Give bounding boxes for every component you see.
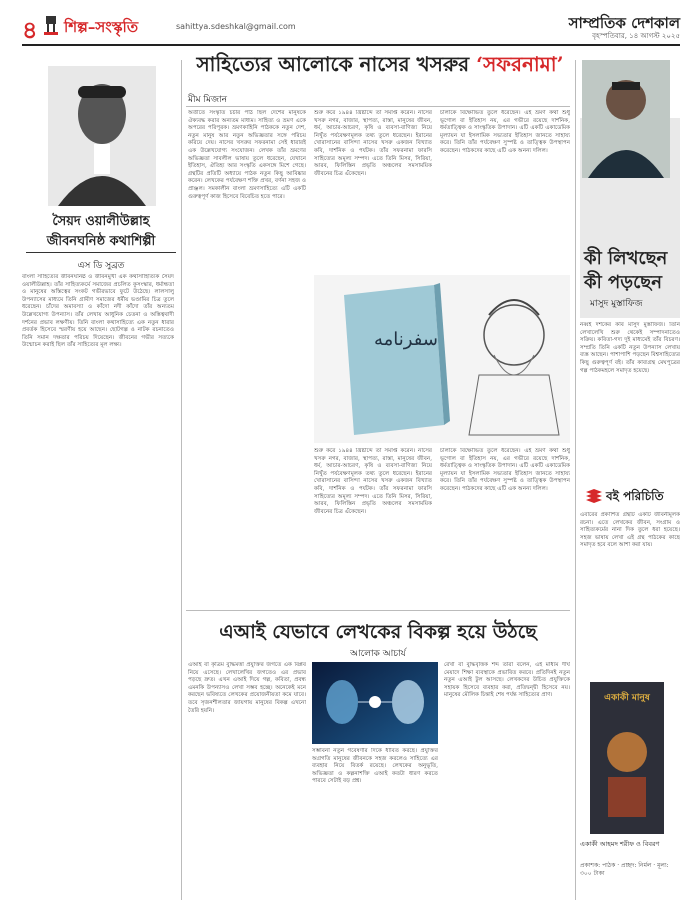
lead-byline: মীম মিজান <box>188 95 228 105</box>
lead-col-2b <box>314 448 432 605</box>
right-section-title-1: কী লিখছেন <box>584 248 668 269</box>
book-section-icon <box>584 488 604 506</box>
lead-headline <box>184 50 576 83</box>
email-link[interactable]: sahittya.sdeshkal@gmail.com <box>176 22 296 31</box>
book-cover <box>590 682 664 834</box>
lead-rule <box>186 106 570 107</box>
profile-byline: এস ডি সুব্রত <box>77 261 125 271</box>
svg-text:سفرنامه: سفرنامه <box>374 329 438 350</box>
book-meta: প্রকাশক: পাঠক · প্রচ্ছদ: নির্মল · মূল্য: ৩০০ টাকা <box>580 862 669 877</box>
book-caption: একাকী আহমদ শরীফ ও বিবরণ <box>580 840 660 848</box>
header <box>22 10 680 42</box>
header-rule <box>22 44 680 46</box>
ai-col-2: সম্ভাবনা নতুন গবেষণার দিকে ধাবিত করছে। প্রযুক্তির অগ্রগতি মানুষের জীবনকে সহজ করলেও সাহিত্যে এর ব্যবহার নিয়ে বিতর্ক রয়েছে। লেখকের অনুভূতি, অভিজ্ঞতা ও কল্পনাশক্তি এআই কতটা ধারণ করতে পারবে সেটাই বড় প্রশ্ন। <box>312 748 438 785</box>
ai-col-3: রেখা বা বুদ্ধিবৃত্তিক শব্দ তারা বলেন, এই মাধ্যম দীর্ঘ মেয়াদে শিক্ষা ব্যবস্থাকে প্রভাবিত করবে। প্রতিদিনই নতুন নতুন এআই টুল আসছে। লেখকদের উচিত প্রযুক্তিকে সহায়ক হিসেবে ব্যবহার করা, প্রতিদ্বন্দ্বী হিসেবে নয়। মানুষের মৌলিক চিন্তাই শেষ পর্যন্ত সাহিত্যের প্রাণ। <box>444 662 570 699</box>
profile-name: সৈয়দ ওয়ালীউল্লাহ <box>52 214 150 229</box>
lead-headline-highlight: ‘সফরনামা’ <box>476 52 564 76</box>
ai-byline: আলোক আচার্য <box>350 649 406 659</box>
profile-body: বাংলা সাহিত্যের জীবনঘনিষ্ঠ ও জীবনমুখী এক কথাসাহিত্যিক সৈয়দ ওয়ালীউল্লাহ। তাঁর সাহিত্যকর্মে সমাজের প্রচলিত কুসংস্কার, ধর্মান্ধতা ও মানুষের অস্তিত্বের সংকট গভীরভাবে ফুটে উঠেছে। লালসালু উপন্যাসের মাধ্যমে তিনি গ্রামীণ সমাজের ধর্মীয় ভণ্ডামির চিত্র তুলে ধরেছেন। চাঁদের অমাবস্যা ও কাঁদো নদী কাঁদো তাঁর অন্যতম উল্লেখযোগ্য উপন্যাস। তাঁর লেখায় আধুনিক চেতনা ও অস্তিত্ববাদী দর্শনের প্রভাব লক্ষণীয়। তিনি বাংলা কথাসাহিত্যে এক নতুন ধারার প্রবর্তক হিসেবে স্মরণীয় হয়ে আছেন। ছোটগল্প ও নাটক রচনাতেও তিনি সমান দক্ষতার পরিচয় দিয়েছেন। জীবনের গভীর সত্যকে উন্মোচন করাই ছিল তাঁর সাহিত্যের মূল লক্ষ্য। <box>22 274 174 349</box>
portrait-photo <box>48 66 156 206</box>
masthead: সাম্প্রতিক দেশকাল <box>568 14 680 32</box>
column-divider <box>181 60 182 900</box>
lead-col-2b-text: শুরু করে ১৯৪৪ খ্রিষ্টাব্দে তা সমাপ্ত করেন। নাসের খসরু নগর, বাজার, স্থাপত্য, রাস্তা, মানুষের জীবন, ধর্ম, আচার-আচরণ, কৃষি ও ব্যবসা-বাণিজ্য নিয়ে নিখুঁত পর্যবেক্ষণমূলক তথ্য তুলে ধরেছেন। ইরানের খোরাসানের বাসিন্দা নাসের খসরু একজন বিখ্যাত কবি, দার্শনিক ও পর্যটক। তাঁর সফরনামা ফারসি সাহিত্যের অমূল্য সম্পদ। এতে তিনি মিসর, সিরিয়া, আরব, ফিলিস্তিন প্রভৃতি অঞ্চলের সমসাময়িক জীবনের চিত্র এঁকেছেন। <box>314 448 432 515</box>
book-section-title: বই পরিচিতি <box>606 489 664 503</box>
lead-col-3b <box>440 448 570 605</box>
right-section-title-2: কী পড়ছেন <box>584 272 662 293</box>
book-illustration <box>314 275 570 443</box>
profile-subtitle: জীবনঘনিষ্ঠ কথাশিল্পী <box>46 234 156 249</box>
ai-top-rule <box>186 610 570 611</box>
lead-col-2: শুরু করে ১৯৪৪ খ্রিষ্টাব্দে তা সমাপ্ত করেন। নাসের খসরু নগর, বাজার, স্থাপত্য, রাস্তা, মানুষের জীবন, ধর্ম, আচার-আচরণ, কৃষি ও ব্যবসা-বাণিজ্য নিয়ে নিখুঁত পর্যবেক্ষণমূলক তথ্য তুলে ধরেছেন। ইরানের খোরাসানের বাসিন্দা নাসের খসরু একজন বিখ্যাত কবি, দার্শনিক ও পর্যটক। তাঁর সফরনামা ফারসি সাহিত্যের অমূল্য সম্পদ। এতে তিনি মিসর, সিরিয়া, আরব, ফিলিস্তিন প্রভৃতি অঞ্চলের সমসাময়িক জীবনের চিত্র এঁকেছেন। <box>314 110 432 177</box>
profile-rule <box>26 252 176 253</box>
lead-col-1: অতীতে সংস্কৃতি চর্চার পাঠ ছিল দেশের মানুষকে ঐক্যবদ্ধ করার অন্যতম মাধ্যম। সাহিত্য ও ভ্রমণ একে অপরের পরিপূরক। ভ্রমণকাহিনি পাঠককে নতুন দেশ, নতুন মানুষ আর নতুন অভিজ্ঞতার সঙ্গে পরিচয় করিয়ে দেয়। নাসের খসরুর সফরনামা সেই ধারারই এক উল্লেখযোগ্য সংযোজন। লেখক তাঁর ভ্রমণের অভিজ্ঞতা সাবলীল ভাষায় তুলে ধরেছেন, যেখানে ইতিহাস, ঐতিহ্য আর সংস্কৃতি একসঙ্গে মিশে গেছে। গ্রন্থটির প্রতিটি অধ্যায়ে পাঠক নতুন কিছু আবিষ্কার করেন। লেখকের পর্যবেক্ষণ শক্তি প্রখর, বর্ণনা সহজ ও প্রাঞ্জল। সমকালীন বাংলা ভ্রমণসাহিত্যে এটি একটি গুরুত্বপূর্ণ কাজ হিসেবে বিবেচিত হতে পারে। <box>188 110 306 200</box>
section-title: শিল্প–সংস্কৃতি <box>64 18 139 36</box>
lead-col-3b-text: চালাকে বিক্ষোভিত তুলে ধরেছেন। এই ভ্রমণ কথা শুধু ভূগোল বা ইতিহাস নয়, এর গভীরে রয়েছে দার্শনিক, ধর্মতাত্ত্বিক ও সাংস্কৃতিক উপাদান। এটি একটি একাডেমিক মূল্যায়ন যা ইসলামিক সভ্যতার ইতিহাস জানতে সাহায্য করে। তিনি তাঁর পর্যবেক্ষণ সুস্পষ্ট ও তাত্ত্বিক উপস্থাপন করেছেন। পাঠকদের কাছে এটি এক অনন্য দলিল। <box>440 448 570 492</box>
lead-col-3: চালাকে বিক্ষোভিত তুলে ধরেছেন। এই ভ্রমণ কথা শুধু ভূগোল বা ইতিহাস নয়, এর গভীরে রয়েছে দার্শনিক, ধর্মতাত্ত্বিক ও সাংস্কৃতিক উপাদান। এটি একটি একাডেমিক মূল্যায়ন যা ইসলামিক সভ্যতার ইতিহাস জানতে সাহায্য করে। তিনি তাঁর পর্যবেক্ষণ সুস্পষ্ট ও তাত্ত্বিক উপস্থাপন করেছেন। পাঠকদের কাছে এটি এক অনন্য দলিল। <box>440 110 570 154</box>
section-icon <box>44 14 58 36</box>
lead-headline-text: সাহিত্যের আলোকে নাসের খসরুর <box>196 52 477 76</box>
ai-col-1: এআই বা কৃত্রিম বুদ্ধিমত্তা প্রযুক্তির জগতে এক বিপ্লব নিয়ে এসেছে। লেখালেখির জগতেও এর প্রভাব পড়ছে দ্রুত। এখন এআই দিয়ে গল্প, কবিতা, প্রবন্ধ এমনকি উপন্যাসও লেখা সম্ভব হচ্ছে। অনেকেই মনে করছেন ভবিষ্যতে লেখকের প্রয়োজনীয়তা কমে যাবে। তবে সৃজনশীলতার জায়গায় মানুষের বিকল্প এখনো তৈরি হয়নি। <box>188 662 306 714</box>
page-number: ৪ <box>22 15 38 44</box>
right-author: মাসুদ মুস্তাফিজ <box>590 299 643 309</box>
right-divider <box>575 60 576 900</box>
issue-date: বৃহস্পতিবার, ১৪ আগস্ট ২০২৫ <box>592 32 680 40</box>
book-cover-title: একাকী মানুষ <box>604 693 650 703</box>
ai-image <box>312 662 438 744</box>
ai-headline: এআই যেভাবে লেখকের বিকল্প হয়ে উঠছে <box>219 621 537 643</box>
book-body: এবারের প্রকাশিত গ্রন্থটি একটি জীবনীমূলক রচনা। এতে লেখকের জীবন, সংগ্রাম ও সাহিত্যকর্মের নানা দিক তুলে ধরা হয়েছে। সহজ ভাষায় লেখা এই গ্রন্থ পাঠকের কাছে সমাদৃত হবে বলে আশা করা যায়। <box>580 512 680 549</box>
right-body: নব্বই দশকের কবি মাসুদ মুস্তাফিজ। তিনি লেখালেখি শুরু থেকেই সম্পাদনাতেও সক্রিয়। কবিতা-গদ্য দুই মাধ্যমেই তাঁর বিচরণ। সম্প্রতি তিনি একটি নতুন উপন্যাস লেখায় ব্যস্ত আছেন। পাশাপাশি পড়ছেন বিশ্বসাহিত্যের কিছু গুরুত্বপূর্ণ বই। তাঁর কাব্যগ্রন্থ মেঘপুত্রের গল্প পাঠকমহলে সমাদৃত হয়েছে। <box>580 322 680 374</box>
right-photo <box>582 60 670 178</box>
